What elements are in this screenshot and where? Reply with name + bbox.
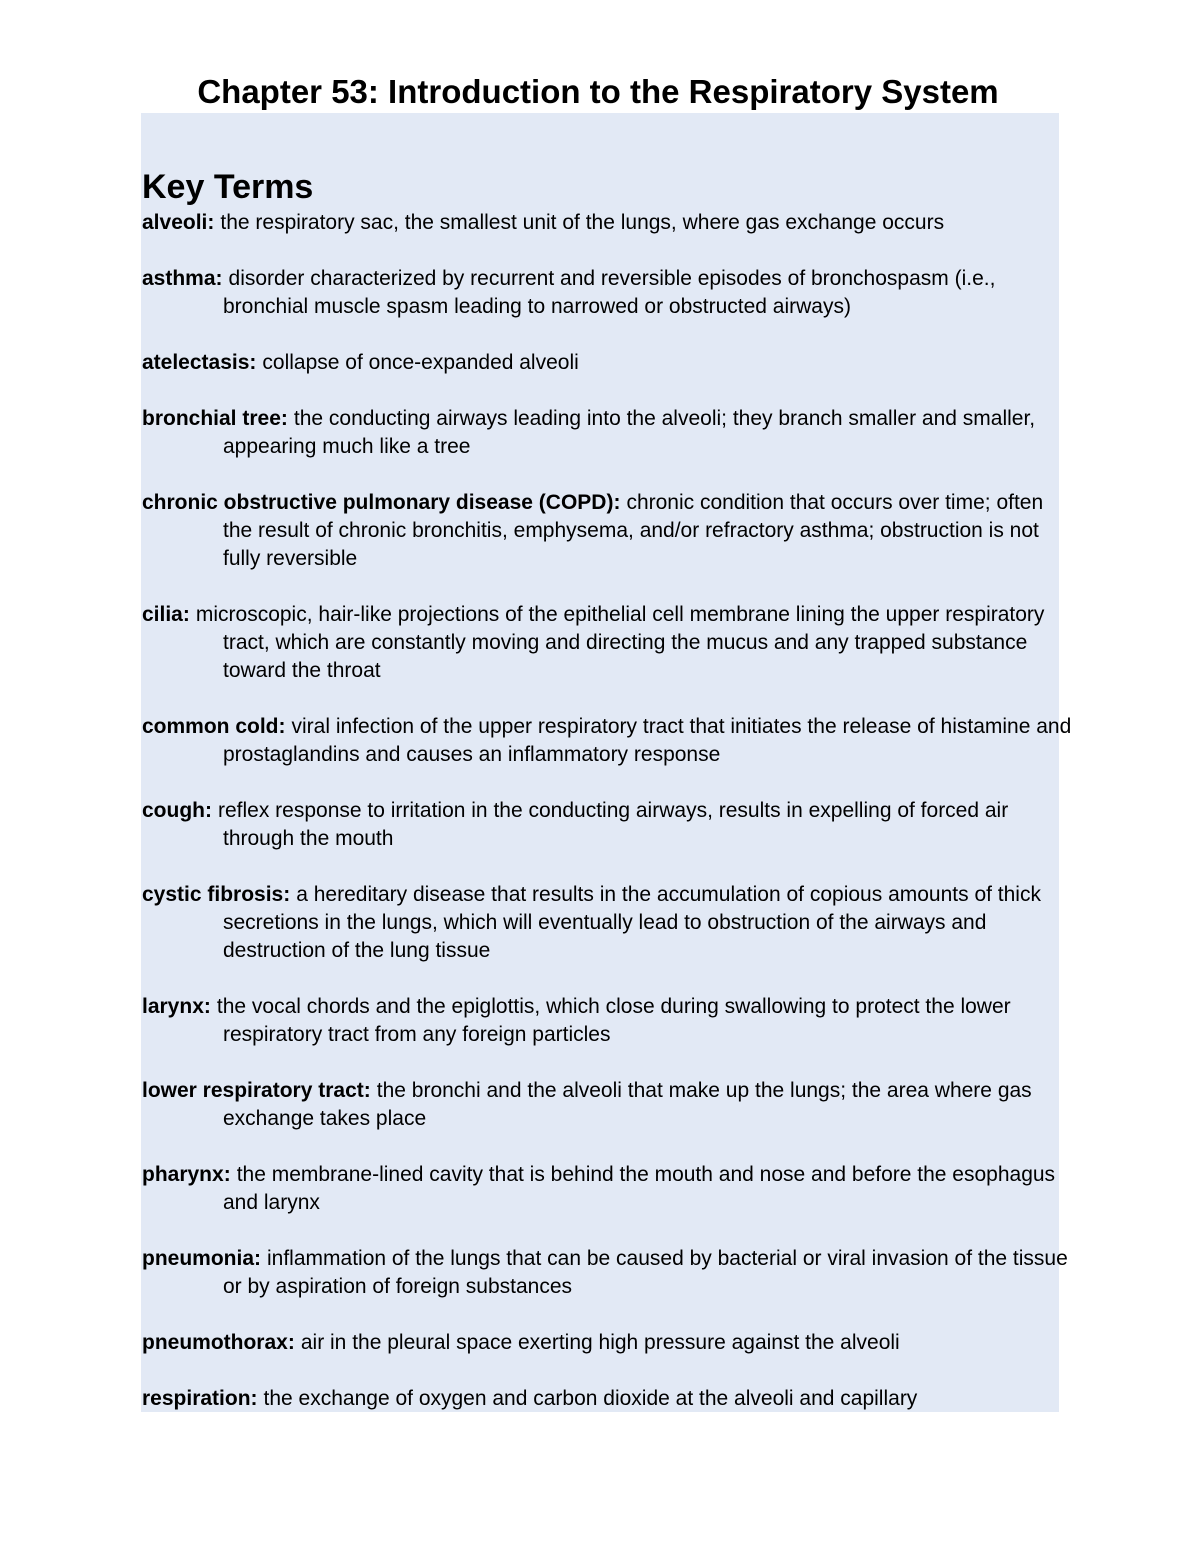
term-name: chronic obstructive pulmonary disease (COPD): [142,491,621,514]
term-pharynx [142,1161,1072,1217]
term-definition: air in the pleural space exerting high pressure against the alveoli [300,1331,900,1354]
term-respiration [142,1385,1072,1413]
term-larynx [142,993,1072,1049]
term-atelectasis [142,349,1072,377]
term-definition: the respiratory sac, the smallest unit of the lungs, where gas exchange occurs [220,211,945,234]
page-title: Chapter 53: Introduction to the Respiratory System [197,73,999,110]
term-name: cough: [142,799,212,822]
term-cystic-fibrosis [142,881,1072,965]
term-definition: inflammation of the lungs that can be caused by bacterial or viral invasion of the tissue or by aspiration of foreign substances [223,1247,1068,1298]
term-definition: the bronchi and the alveoli that make up the lungs; the area where gas exchange takes place [223,1079,1032,1130]
term-cilia [142,601,1072,685]
term-name: cilia: [142,603,190,626]
term-name: pharynx: [142,1163,231,1186]
term-alveoli [142,209,1072,237]
term-definition: viral infection of the upper respiratory tract that initiates the release of histamine and prostaglandins and causes an inflammatory response [223,715,1072,766]
term-name: respiration: [142,1387,258,1410]
term-definition: collapse of once-expanded alveoli [262,351,579,374]
key-terms-list [142,209,1072,1441]
term-definition: the conducting airways leading into the alveoli; they branch smaller and smaller, appearing much like a tree [223,407,1036,458]
term-asthma [142,265,1072,321]
term-lower-respiratory-tract [142,1077,1072,1133]
term-copd [142,489,1072,573]
term-definition: reflex response to irritation in the conducting airways, results in expelling of forced air through the mouth [217,799,1009,850]
term-definition: microscopic, hair-like projections of the epithelial cell membrane lining the upper respiratory tract, which are constantly moving and directing the mucus and any trapped substance toward the throat [195,603,1045,682]
term-name: pneumothorax: [142,1331,295,1354]
term-name: common cold: [142,715,286,738]
term-bronchial-tree [142,405,1072,461]
term-name: bronchial tree: [142,407,288,430]
term-name: cystic fibrosis: [142,883,291,906]
term-name: asthma: [142,267,223,290]
term-definition: the vocal chords and the epiglottis, which close during swallowing to protect the lower respiratory tract from any foreign particles [216,995,1011,1046]
term-cough [142,797,1072,853]
term-definition: the membrane-lined cavity that is behind the mouth and nose and before the esophagus and larynx [223,1163,1056,1214]
term-pneumothorax [142,1329,1072,1357]
term-definition: the exchange of oxygen and carbon dioxide at the alveoli and capillary [263,1387,918,1410]
term-definition: disorder characterized by recurrent and reversible episodes of bronchospasm (i.e., bronchial muscle spasm leading to narrowed or obstructed airways) [223,267,996,318]
section-heading: Key Terms [142,168,314,206]
term-name: pneumonia: [142,1247,261,1270]
term-name: alveoli: [142,211,215,234]
term-pneumonia [142,1245,1072,1301]
term-definition: chronic condition that occurs over time; often the result of chronic bronchitis, emphysema, and/or refractory asthma; obstruction is not fully reversible [223,491,1044,570]
term-name: larynx: [142,995,211,1018]
term-name: atelectasis: [142,351,257,374]
term-definition: a hereditary disease that results in the accumulation of copious amounts of thick secretions in the lungs, which will eventually lead to obstruction of the airways and destruction of the lung tissue [223,883,1041,962]
term-common-cold [142,713,1072,769]
term-name: lower respiratory tract: [142,1079,371,1102]
